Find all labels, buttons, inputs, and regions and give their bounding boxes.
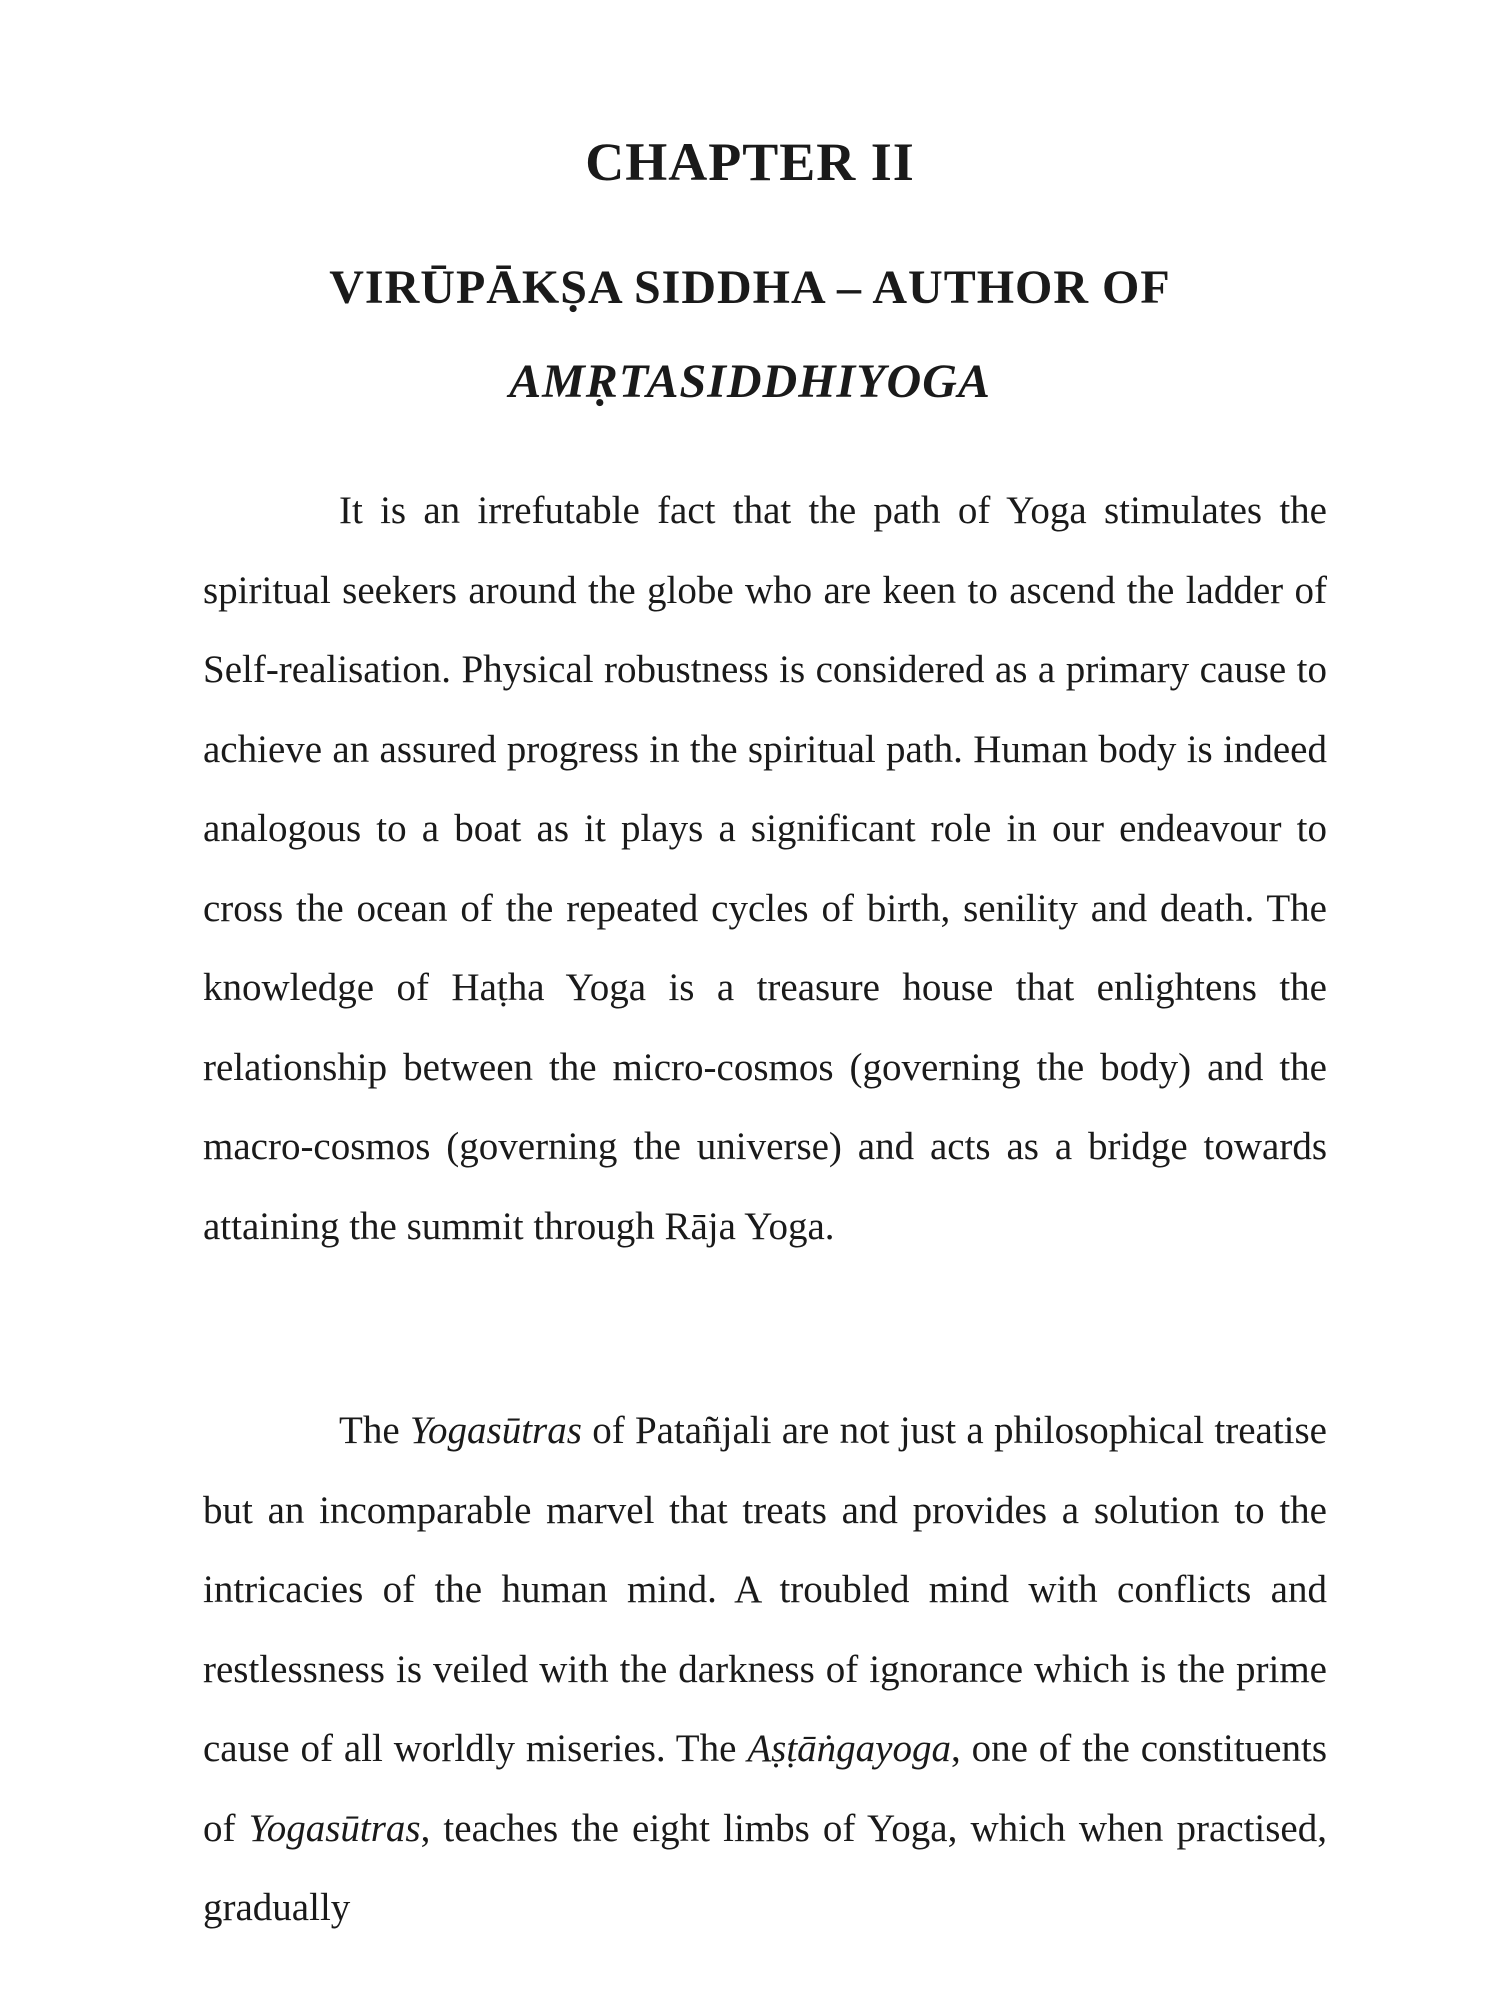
chapter-title-line-2: AMṚTASIDDHIYOGA	[509, 355, 991, 408]
paragraph-text: It is an irrefutable fact that the path of Yoga stimulates the spiritual seekers around the globe who are keen to ascend the ladder of Self-realisation. Physical robustness is considered as a primary cause to achieve an assured progress in the spiritual path. Human body is indeed analogous to a boat as it plays a significant role in our endeavour to cross the ocean of the repeated cycles of birth, senility and death. The knowledge of Haṭha Yoga is a treasure house that enlightens the relationship between the micro-cosmos (governing the body) and the macro-cosmos (governing the universe) and acts as a bridge towards attaining the summit through Rāja Yoga.	[203, 489, 1327, 1248]
chapter-label: CHAPTER II	[585, 132, 915, 192]
text-run: , teaches the eight limbs of Yoga, which when practised, gradually	[203, 1806, 1327, 1929]
italic-term-yogasutras: Yogasūtras	[409, 1409, 582, 1452]
body-paragraph-1	[203, 471, 1327, 1266]
italic-term-yogasutras: Yogasūtras	[248, 1806, 421, 1850]
text-run: of Patañjali are not just a philosophical treatise but an incomparable marvel that treats and provides a solution to the intricacies of the human mind. A troubled mind with conflicts and restlessness is veiled with the darkness of ignorance which is the prime cause of all worldly miseries. The	[203, 1409, 1327, 1770]
paragraph-text	[203, 1391, 1327, 1948]
italic-term-astangayoga: Aṣṭāṅgayoga	[747, 1727, 951, 1770]
chapter-title-line-1: VIRŪPĀKṢA SIDDHA – AUTHOR OF	[329, 261, 1171, 314]
text-run: The	[339, 1409, 410, 1452]
body-paragraph-2	[203, 1391, 1327, 1948]
text-run: , one of the constituents of	[203, 1727, 1328, 1850]
